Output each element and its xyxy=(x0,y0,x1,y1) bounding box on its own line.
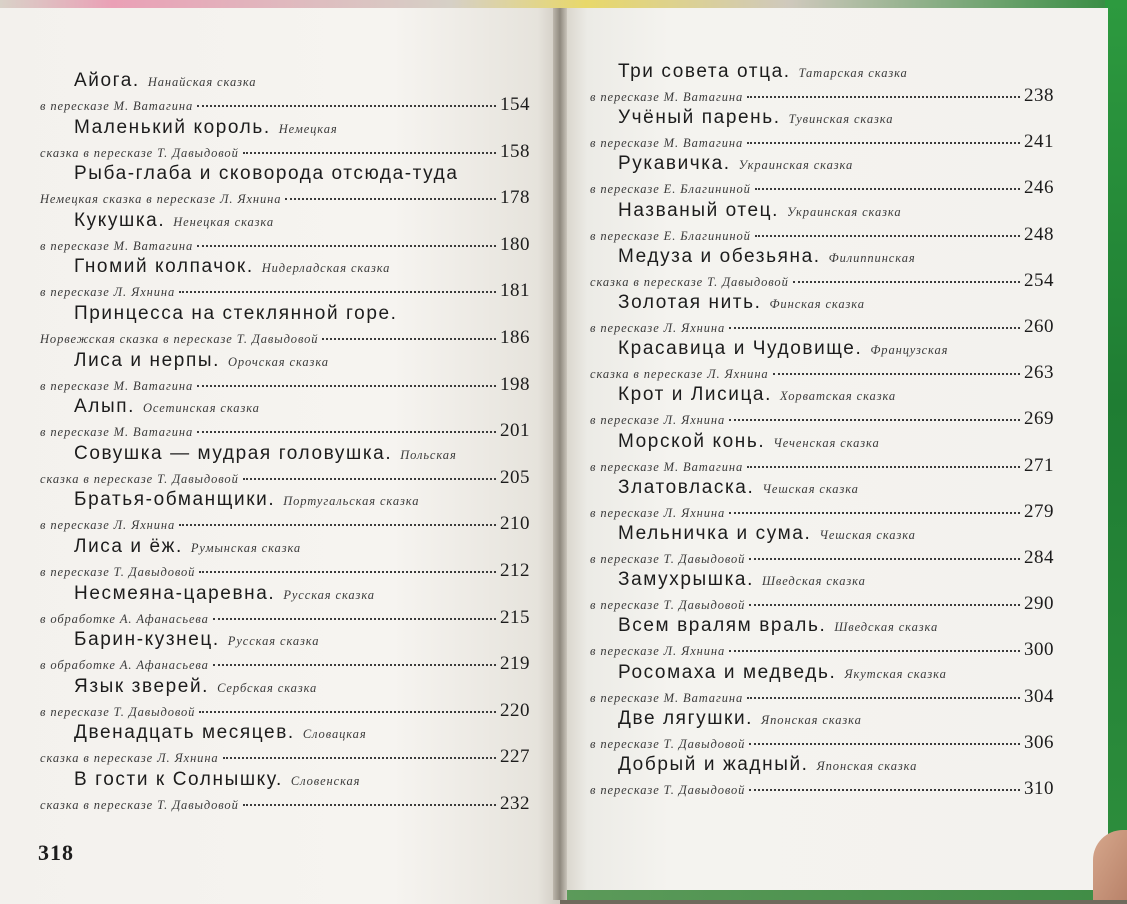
toc-entry xyxy=(590,246,1054,292)
entry-origin-note: Японская сказка xyxy=(761,712,862,727)
entry-title: Рукавичка. xyxy=(618,153,731,175)
entry-title-line xyxy=(590,107,1054,129)
green-cover-edge xyxy=(1105,0,1127,900)
dot-leader xyxy=(749,604,1020,606)
entry-sub-line xyxy=(40,746,530,768)
entry-page-number: 241 xyxy=(1024,131,1054,153)
dot-leader xyxy=(223,757,496,759)
toc-entry xyxy=(590,523,1054,569)
entry-credit-note: в обработке А. Афанасьева xyxy=(40,611,209,626)
dot-leader xyxy=(213,618,496,620)
dot-leader xyxy=(199,571,496,573)
entry-credit-note: сказка в пересказе Т. Давыдовой xyxy=(40,471,239,486)
entry-title-line xyxy=(40,583,530,605)
entry-title: Названый отец. xyxy=(618,199,780,221)
entry-origin-note: Финская сказка xyxy=(769,297,865,311)
entry-credit-note: в пересказе Л. Яхнина xyxy=(590,644,726,659)
right-page xyxy=(560,8,1108,890)
entry-origin-note: Орочская сказка xyxy=(227,354,329,369)
entry-title-line xyxy=(590,615,1054,637)
toc-entry xyxy=(590,754,1054,800)
entry-origin-note: Японская сказка xyxy=(816,759,918,773)
toc-entry xyxy=(40,117,530,163)
entry-sub-line xyxy=(40,793,530,815)
dot-leader xyxy=(197,245,496,247)
toc-entry xyxy=(40,769,530,815)
entry-sub-line xyxy=(590,408,1054,430)
entry-title-line xyxy=(40,303,530,325)
dot-leader xyxy=(285,198,496,200)
entry-sub-line xyxy=(590,131,1054,153)
toc-entry xyxy=(40,256,530,302)
entry-title-line xyxy=(40,443,530,465)
entry-title-line xyxy=(590,338,1054,360)
toc-entry xyxy=(40,583,530,629)
entry-credit-note: в пересказе М. Ватагина xyxy=(590,459,744,474)
entry-title-line xyxy=(40,722,530,744)
entry-page-number: 232 xyxy=(500,793,530,814)
entry-credit-note: сказка в пересказе Т. Давыдовой xyxy=(590,274,789,289)
entry-sub-line xyxy=(590,224,1054,246)
entry-credit-note: сказка в пересказе Л. Яхнина xyxy=(590,367,769,382)
entry-page-number: 210 xyxy=(500,513,530,535)
entry-sub-line xyxy=(590,639,1054,661)
entry-title-line xyxy=(40,536,530,558)
entry-page-number: 215 xyxy=(500,606,530,628)
toc-entry xyxy=(40,396,530,442)
entry-title-line xyxy=(40,489,530,511)
entry-credit-note: в пересказе Т. Давыдовой xyxy=(590,783,746,797)
entry-title-line xyxy=(40,210,530,232)
entry-title: Братья-обманщики. xyxy=(74,489,276,511)
toc-entry xyxy=(40,629,530,675)
entry-origin-note: Нанайская сказка xyxy=(147,75,257,89)
entry-sub-line xyxy=(40,94,530,116)
toc-entry xyxy=(590,569,1054,615)
entry-title: Рыба-глаба и сковорода отсюда-туда xyxy=(74,163,459,185)
entry-title-line xyxy=(590,431,1054,453)
entry-origin-note: Татарская сказка xyxy=(798,66,908,80)
entry-credit-note: сказка в пересказе Т. Давыдовой xyxy=(40,798,239,812)
entry-credit-note: в пересказе Е. Благининой xyxy=(590,228,751,243)
entry-credit-note: в пересказе М. Ватагина xyxy=(40,238,194,253)
dot-leader xyxy=(243,804,496,806)
entry-title-line xyxy=(40,163,530,185)
dot-leader xyxy=(179,524,496,526)
toc-entry xyxy=(590,292,1054,338)
entry-credit-note: в пересказе М. Ватагина xyxy=(40,378,194,393)
dot-leader xyxy=(729,512,1020,514)
entry-sub-line xyxy=(590,593,1054,615)
entry-title-line xyxy=(40,350,530,372)
toc-entry xyxy=(40,489,530,535)
entry-origin-note: Русская сказка xyxy=(227,634,320,649)
entry-credit-note: сказка в пересказе Л. Яхнина xyxy=(40,751,219,766)
entry-title: Мельничка и сума. xyxy=(618,523,812,544)
entry-page-number: 158 xyxy=(500,140,530,162)
entry-title-line xyxy=(590,61,1054,83)
entry-title-line xyxy=(590,153,1054,175)
toc-entry xyxy=(40,303,530,349)
entry-credit-note: Немецкая сказка в пересказе Л. Яхнина xyxy=(40,192,282,207)
entry-sub-line xyxy=(40,513,530,535)
entry-title-line xyxy=(40,769,530,791)
entry-page-number: 304 xyxy=(1024,685,1054,707)
book-gutter xyxy=(553,8,567,900)
entry-sub-line xyxy=(40,700,530,722)
entry-credit-note: в пересказе Т. Давыдовой xyxy=(40,565,196,579)
entry-origin-note: Украинская сказка xyxy=(738,158,854,173)
dot-leader xyxy=(729,327,1020,329)
dot-leader xyxy=(197,431,496,433)
toc-entry xyxy=(40,350,530,396)
toc-entry xyxy=(40,163,530,209)
dot-leader xyxy=(747,466,1020,468)
entry-title: Принцесса на стеклянной горе. xyxy=(74,303,398,324)
entry-credit-note: в пересказе М. Ватагина xyxy=(40,425,194,440)
entry-credit-note: в пересказе М. Ватагина xyxy=(590,90,744,104)
dot-leader xyxy=(243,152,496,154)
entry-title-line xyxy=(590,246,1054,268)
entry-page-number: 212 xyxy=(500,560,530,581)
entry-credit-note: в пересказе Л. Яхнина xyxy=(590,321,726,335)
toc-entry xyxy=(590,431,1054,477)
entry-title-line xyxy=(590,477,1054,499)
entry-credit-note: в пересказе Л. Яхнина xyxy=(590,505,726,520)
entry-title-line xyxy=(40,676,530,698)
dot-leader xyxy=(729,650,1020,652)
entry-title: Лиса и нерпы. xyxy=(74,349,220,371)
entry-title: Морской конь. xyxy=(618,430,766,452)
entry-title-line xyxy=(40,629,530,651)
entry-sub-line xyxy=(40,374,530,396)
entry-page-number: 254 xyxy=(1024,269,1054,291)
entry-page-number: 271 xyxy=(1024,454,1054,476)
toc-entry xyxy=(40,676,530,722)
entry-sub-line xyxy=(40,234,530,256)
toc-entry xyxy=(40,210,530,256)
entry-credit-note: в пересказе М. Ватагина xyxy=(590,690,744,705)
entry-origin-note: Французская xyxy=(870,343,949,358)
toc-entry xyxy=(590,61,1054,107)
entry-title-line xyxy=(590,292,1054,314)
entry-page-number: 248 xyxy=(1024,223,1054,245)
dot-leader xyxy=(197,385,496,387)
entry-sub-line xyxy=(40,607,530,629)
entry-title: Замухрышка. xyxy=(618,569,754,591)
entry-title: Язык зверей. xyxy=(74,675,210,697)
entry-title: Златовласка. xyxy=(618,476,755,498)
entry-page-number: 300 xyxy=(1024,639,1054,661)
entry-sub-line xyxy=(590,686,1054,708)
toc-entry xyxy=(40,443,530,489)
entry-sub-line xyxy=(590,778,1054,800)
entry-title-line xyxy=(40,256,530,278)
dot-leader xyxy=(729,419,1020,421)
entry-title-line xyxy=(590,200,1054,222)
toc-entry xyxy=(590,107,1054,153)
entry-origin-note: Чеченская сказка xyxy=(773,435,880,450)
entry-title: В гости к Солнышку. xyxy=(74,769,283,790)
dot-leader xyxy=(793,281,1020,283)
entry-origin-note: Португальская сказка xyxy=(283,494,420,509)
entry-origin-note: Чешская сказка xyxy=(819,528,916,542)
entry-title-line xyxy=(40,117,530,139)
toc-entry xyxy=(590,477,1054,523)
entry-title: Золотая нить. xyxy=(618,292,762,313)
entry-page-number: 198 xyxy=(500,373,530,395)
entry-sub-line xyxy=(40,653,530,675)
toc-entry xyxy=(40,722,530,768)
entry-page-number: 178 xyxy=(500,187,530,209)
dot-leader xyxy=(213,664,496,666)
entry-title-line xyxy=(590,569,1054,591)
entry-page-number: 219 xyxy=(500,653,530,675)
toc-entry xyxy=(590,384,1054,430)
dot-leader xyxy=(243,478,496,480)
entry-sub-line xyxy=(40,420,530,442)
entry-page-number: 201 xyxy=(500,420,530,442)
entry-page-number: 306 xyxy=(1024,731,1054,753)
entry-title: Двенадцать месяцев. xyxy=(74,722,295,744)
entry-origin-note: Чешская сказка xyxy=(762,481,859,496)
entry-origin-note: Румынская сказка xyxy=(190,541,302,555)
entry-sub-line xyxy=(40,141,530,163)
entry-sub-line xyxy=(40,560,530,582)
dot-leader xyxy=(755,188,1020,190)
toc-entry xyxy=(40,70,530,116)
entry-sub-line xyxy=(590,316,1054,338)
entry-page-number: 310 xyxy=(1024,778,1054,799)
entry-title: Алып. xyxy=(74,396,135,418)
dot-leader xyxy=(747,96,1020,98)
entry-title: Совушка — мудрая головушка. xyxy=(74,442,393,464)
entry-page-number: 186 xyxy=(500,327,530,348)
entry-page-number: 260 xyxy=(1024,316,1054,337)
entry-sub-line xyxy=(590,85,1054,107)
entry-origin-note: Ненецкая сказка xyxy=(173,214,275,229)
entry-origin-note: Польская xyxy=(400,447,457,462)
entry-origin-note: Русская сказка xyxy=(283,587,375,602)
entry-credit-note: в пересказе Т. Давыдовой xyxy=(590,552,746,566)
entry-page-number: 246 xyxy=(1024,177,1054,199)
dot-leader xyxy=(773,373,1020,375)
entry-origin-note: Шведская сказка xyxy=(761,574,866,589)
entry-title: Кукушка. xyxy=(74,209,166,231)
entry-credit-note: в пересказе Т. Давыдовой xyxy=(40,704,196,719)
entry-sub-line xyxy=(590,455,1054,477)
entry-title: Барин-кузнец. xyxy=(74,629,220,651)
entry-credit-note: в пересказе Л. Яхнина xyxy=(590,413,726,428)
toc-entry xyxy=(590,200,1054,246)
entry-credit-note: в пересказе Е. Благининой xyxy=(590,182,751,197)
toc-entry xyxy=(590,662,1054,708)
entry-credit-note: в пересказе М. Ватагина xyxy=(590,136,744,151)
entry-title: Красавица и Чудовище. xyxy=(618,338,863,360)
entry-page-number: 180 xyxy=(500,233,530,255)
entry-origin-note: Филиппинская xyxy=(828,250,916,265)
entry-origin-note: Шведская сказка xyxy=(834,620,939,635)
entry-credit-note: в обработке А. Афанасьева xyxy=(40,658,209,673)
entry-page-number: 263 xyxy=(1024,362,1054,384)
entry-page-number: 290 xyxy=(1024,593,1054,615)
entry-origin-note: Якутская сказка xyxy=(844,666,947,681)
entry-sub-line xyxy=(40,327,530,349)
toc-entry xyxy=(590,338,1054,384)
entry-sub-line xyxy=(590,362,1054,384)
dot-leader xyxy=(199,711,496,713)
entry-origin-note: Немецкая xyxy=(278,121,338,136)
entry-page-number: 227 xyxy=(500,746,530,768)
entry-title: Медуза и обезьяна. xyxy=(618,245,821,267)
entry-title: Три совета отца. xyxy=(618,61,791,82)
entry-sub-line xyxy=(590,732,1054,754)
entry-page-number: 181 xyxy=(500,280,530,302)
entry-credit-note: Норвежская сказка в пересказе Т. Давыдовой xyxy=(40,332,319,346)
entry-credit-note: в пересказе Т. Давыдовой xyxy=(590,598,746,613)
entry-page-number: 220 xyxy=(500,699,530,721)
entry-title: Несмеяна-царевна. xyxy=(74,582,276,604)
toc-entry xyxy=(590,708,1054,754)
dot-leader xyxy=(197,105,496,107)
entry-origin-note: Хорватская сказка xyxy=(779,389,897,404)
dot-leader xyxy=(755,235,1020,237)
dot-leader xyxy=(749,789,1020,791)
entry-title: Маленький король. xyxy=(74,116,271,138)
entry-title-line xyxy=(590,754,1054,776)
entry-title-line xyxy=(40,396,530,418)
toc-entry xyxy=(590,153,1054,199)
entry-sub-line xyxy=(40,280,530,302)
entry-title: Учёный парень. xyxy=(618,107,781,129)
entry-sub-line xyxy=(40,187,530,209)
entry-title: Гномий колпачок. xyxy=(74,256,254,278)
entry-origin-note: Словацкая xyxy=(302,727,367,742)
toc-entry xyxy=(40,536,530,582)
dot-leader xyxy=(322,338,496,340)
entry-page-number: 238 xyxy=(1024,85,1054,106)
entry-origin-note: Тувинская сказка xyxy=(788,112,894,127)
entry-title-line xyxy=(590,384,1054,406)
entry-origin-note: Нидерладская сказка xyxy=(261,261,391,276)
entry-sub-line xyxy=(590,177,1054,199)
entry-title-line xyxy=(590,523,1054,545)
entry-title: Две лягушки. xyxy=(618,707,754,729)
entry-page-number: 279 xyxy=(1024,500,1054,522)
entry-origin-note: Сербская сказка xyxy=(217,680,318,695)
entry-page-number: 269 xyxy=(1024,408,1054,430)
entry-sub-line xyxy=(590,501,1054,523)
entry-sub-line xyxy=(590,270,1054,292)
entry-title: Крот и Лисица. xyxy=(618,384,772,406)
entry-credit-note: в пересказе Л. Яхнина xyxy=(40,518,176,533)
entry-credit-note: в пересказе Т. Давыдовой xyxy=(590,736,746,751)
entry-sub-line xyxy=(590,547,1054,569)
entry-credit-note: в пересказе Л. Яхнина xyxy=(40,285,176,300)
entry-origin-note: Словенская xyxy=(290,774,361,788)
entry-origin-note: Украинская сказка xyxy=(787,204,902,219)
dot-leader xyxy=(749,558,1020,560)
entry-origin-note: Осетинская сказка xyxy=(142,401,260,416)
entry-sub-line xyxy=(40,467,530,489)
dot-leader xyxy=(749,743,1020,745)
entry-title-line xyxy=(590,708,1054,730)
entry-title: Лиса и ёж. xyxy=(74,536,183,557)
entry-credit-note: в пересказе М. Ватагина xyxy=(40,99,194,113)
entry-title: Айога. xyxy=(74,70,140,91)
entry-title: Добрый и жадный. xyxy=(618,754,809,775)
entry-credit-note: сказка в пересказе Т. Давыдовой xyxy=(40,145,239,160)
dot-leader xyxy=(179,291,496,293)
entry-title-line xyxy=(590,662,1054,684)
page-folio: 318 xyxy=(38,840,74,865)
entry-page-number: 205 xyxy=(500,466,530,488)
entry-page-number: 154 xyxy=(500,94,530,115)
entry-title: Всем вралям враль. xyxy=(618,615,827,637)
entry-page-number: 284 xyxy=(1024,547,1054,568)
toc-entry xyxy=(590,615,1054,661)
dot-leader xyxy=(747,697,1020,699)
entry-title-line xyxy=(40,70,530,92)
dot-leader xyxy=(747,142,1020,144)
left-page xyxy=(0,8,560,904)
entry-title: Росомаха и медведь. xyxy=(618,661,837,683)
